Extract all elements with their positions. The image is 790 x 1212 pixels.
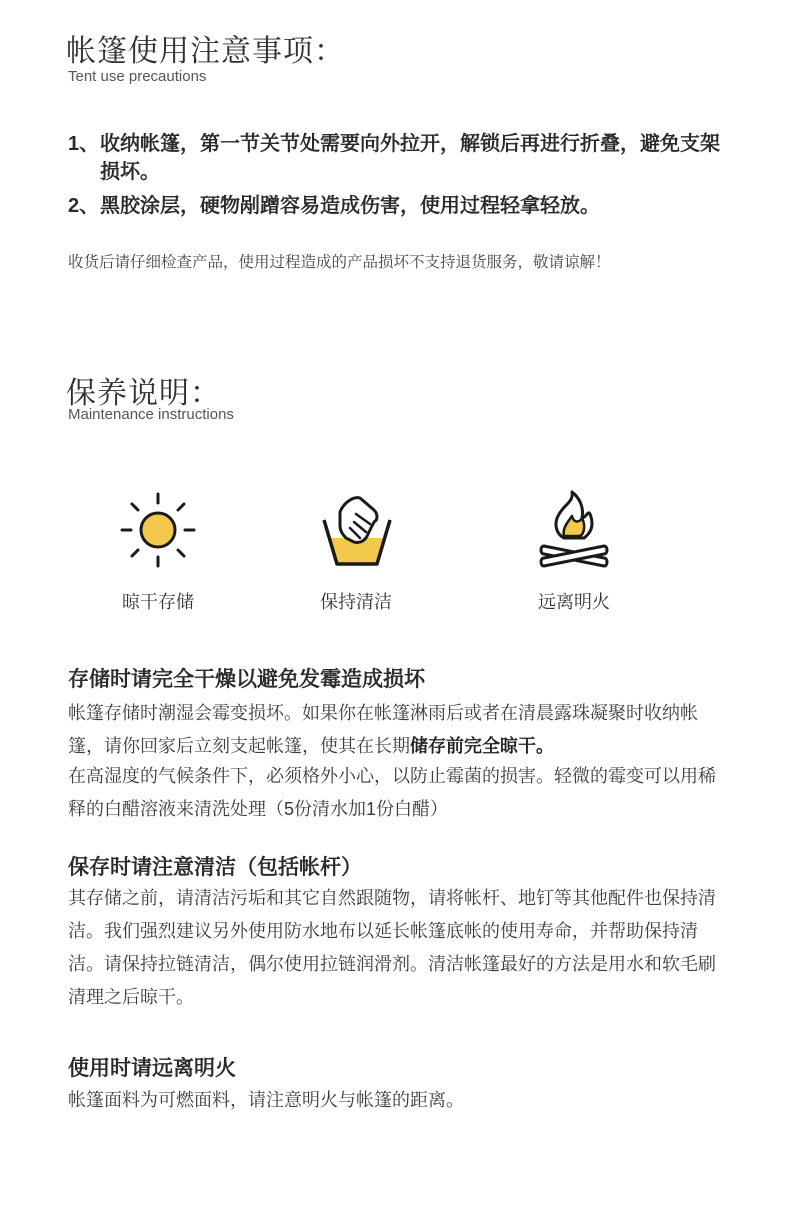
paragraph-text: 帐篷存储时潮湿会霉变损坏。如果你在帐篷淋雨后或者在清晨露珠凝聚时收纳帐篷，请你回家后立刻支起帐篷，使其在长期	[68, 703, 698, 756]
campfire-icon	[534, 488, 614, 572]
item-number: 2、	[68, 195, 100, 217]
item-number: 1、	[68, 133, 100, 155]
section-heading-dry: 存储时请完全干燥以避免发霉造成损坏	[68, 668, 425, 691]
section-paragraph-fire: 帐篷面料为可燃面料，请注意明火与帐篷的距离。	[68, 1090, 464, 1110]
section-paragraph-dry-1	[68, 697, 728, 763]
maintenance-subtitle: Maintenance instructions	[68, 406, 234, 423]
section-heading-clean: 保存时请注意清洁（包括帐杆）	[68, 856, 362, 879]
paragraph-emphasis: 储存前完全晾干。	[410, 736, 554, 756]
sun-icon	[118, 490, 198, 570]
item-text: 黑胶涂层，硬物剐蹭容易造成伤害，使用过程轻拿轻放。	[100, 195, 600, 217]
precautions-list	[68, 130, 728, 220]
icon-label-clean: 保持清洁	[320, 592, 392, 612]
icon-label-dry: 晾干存储	[122, 592, 194, 612]
hand-wash-icon	[316, 490, 396, 570]
list-item	[68, 130, 728, 186]
precautions-subtitle: Tent use precautions	[68, 68, 207, 85]
maintenance-title: 保养说明：	[66, 377, 221, 410]
section-paragraph-dry-2: 在高湿度的气候条件下，必须格外小心，以防止霉菌的损害。轻微的霉变可以用稀释的白醋溶液来清洗处理（5份清水加1份白醋）	[68, 766, 716, 819]
icon-label-fire: 远离明火	[538, 592, 610, 612]
section-paragraph-clean: 其存储之前，请清洁污垢和其它自然跟随物，请将帐杆、地钉等其他配件也保持清洁。我们强烈建议另外使用防水地布以延长帐篷底帐的使用寿命，并帮助保持清洁。请保持拉链清洁，偶尔使用拉链润滑剂。清洁帐篷最好的方法是用水和软毛刷清理之后晾干。	[68, 888, 716, 1007]
list-item	[68, 192, 728, 220]
section-heading-fire: 使用时请远离明火	[68, 1057, 236, 1080]
precautions-title: 帐篷使用注意事项：	[66, 35, 345, 68]
return-note: 收货后请仔细检查产品，使用过程造成的产品损坏不支持退货服务，敬请谅解！	[68, 254, 611, 271]
item-text: 收纳帐篷，第一节关节处需要向外拉开，解锁后再进行折叠，避免支架损坏。	[100, 133, 720, 183]
